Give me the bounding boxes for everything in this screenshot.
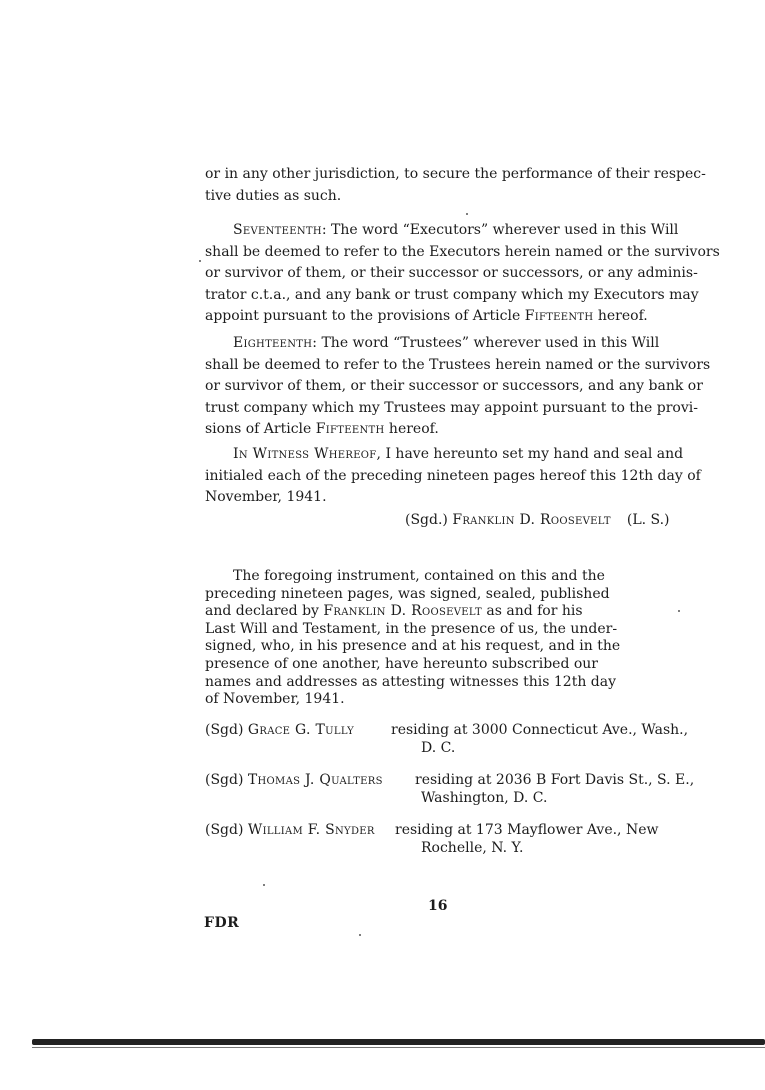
- paragraph-in-witness-whereof: [205, 444, 701, 509]
- text-line: tive duties as such.: [205, 187, 342, 204]
- paragraph-eighteenth: [205, 333, 711, 441]
- text-line: , I have hereunto set my hand and seal and: [376, 446, 684, 462]
- text-line: trator c.t.a., and any bank or trust company which my Executors may: [205, 286, 699, 303]
- article-heading: Seventeenth: [233, 222, 322, 238]
- witness-address: residing at 173 Mayflower Ave., New: [395, 822, 659, 838]
- witness-address: D. C.: [421, 739, 456, 756]
- testator-name: Franklin D. Roosevelt: [452, 512, 611, 528]
- text-line: The foregoing instrument, contained on this and the: [233, 568, 605, 584]
- witness-address: Washington, D. C.: [421, 789, 548, 806]
- text-line: sions of Article: [205, 421, 316, 437]
- text-line: November, 1941.: [205, 489, 327, 505]
- scan-edge-rule: [32, 1039, 765, 1045]
- text-line: as and for his: [481, 603, 583, 620]
- text-line: Last Will and Testament, in the presence of us, the under-: [205, 620, 618, 637]
- page-number: 16: [428, 898, 448, 914]
- text-line: trust company which my Trustees may appoint pursuant to the provi-: [205, 399, 698, 416]
- text-line: of November, 1941.: [205, 691, 345, 708]
- attestation-clause: [205, 568, 621, 709]
- testator-signature: (Sgd.) Franklin D. Roosevelt (L. S.): [405, 512, 670, 528]
- text-line: hereof.: [384, 421, 439, 437]
- witness-address: residing at 2036 B Fort Davis St., S. E.,: [415, 772, 695, 788]
- witness-address: residing at 3000 Connecticut Ave., Wash.,: [391, 722, 689, 738]
- text-line: names and addresses as attesting witnesses this 12th day: [205, 673, 617, 690]
- paragraph-continuation: [205, 164, 706, 207]
- scan-edge-rule: [32, 1047, 765, 1048]
- testator-name: Franklin D. Roosevelt: [323, 603, 482, 620]
- document-page: or in any other jurisdiction, to secure the performance of their respec- tive duties as such. Seventeenth: The word “Executors” wherever used in this Will shall be deemed to refer to the Executors herein named or the survivors or survivor of them, or their successor or successors, or any adminis- trator c.t.a., and any bank or trust company which my Executors may appoint pursuant to the provisions of Article Fifteenth hereof. Eighteenth: The word “Trustees” wherever used in this Will shall be deemed to refer to the Trustees herein named or the survivors or survivor of them, or their successor or successors, and any bank or trust company which my Trustees may appoint pursuant to the provi- sions of Article Fifteenth hereof. In Witness Whereof, I have hereunto set my hand and seal and initialed each of the preceding nineteen pages hereof this 12th day of November, 1941. (Sgd.) Franklin D. Roosevelt (L. S.) The foregoing instrument, contained on this and the preceding nineteen pages, was signed, sealed, published and declared by Franklin D. Roosevelt as and for his Last Will and Testament, in the presence of us, the under- signed, who, in his presence and at his request, and in the presence of one another, have hereunto subscribed our names and addresses as attesting witnesses this 12th day of November, 1941. (Sgd) Grace G. Tully residing at 3000 Connecticut Ave., Wash., D. C. (Sgd) Thomas J. Qualters residing at 2036 B Fort Davis St., S. E., Washington, D. C. (Sgd) William F. Snyder residing at 173 Mayflower Ave., New Rochelle, N. Y. 16 FDR: [0, 0, 765, 1090]
- text-line: : The word “Executors” wherever used in this Will: [321, 222, 679, 238]
- text-line: signed, who, in his presence and at his request, and in the: [205, 638, 621, 655]
- article-reference: Fifteenth: [524, 308, 594, 324]
- scan-speck: [199, 260, 201, 262]
- text-line: shall be deemed to refer to the Executors herein named or the survivors: [205, 243, 720, 260]
- article-reference: Fifteenth: [315, 421, 385, 437]
- text-line: appoint pursuant to the provisions of Article: [205, 308, 525, 324]
- text-line: and declared by: [205, 603, 324, 620]
- witness-name: Grace G. Tully: [247, 722, 355, 738]
- article-heading: Eighteenth: [233, 335, 313, 351]
- text-line: hereof.: [593, 308, 648, 324]
- text-line: or in any other jurisdiction, to secure the performance of their respec-: [205, 166, 706, 182]
- scan-speck: [466, 213, 468, 215]
- scan-speck: [263, 884, 265, 886]
- text-line: : The word “Trustees” wherever used in this Will: [312, 335, 660, 351]
- text-line: or survivor of them, or their successor or successors, and any bank or: [205, 378, 703, 394]
- scan-speck: [678, 610, 680, 612]
- seal-mark: (L. S.): [626, 512, 670, 528]
- witness-address: Rochelle, N. Y.: [421, 839, 524, 856]
- text-line: initialed each of the preceding nineteen pages hereof this 12th day of: [205, 467, 701, 484]
- witness-name: Thomas J. Qualters: [247, 772, 383, 788]
- text-line: shall be deemed to refer to the Trustees herein named or the survivors: [205, 356, 711, 373]
- text-line: presence of one another, have hereunto subscribed our: [205, 655, 598, 672]
- paragraph-seventeenth: [205, 220, 720, 328]
- scan-speck: [359, 934, 361, 936]
- text-line: preceding nineteen pages, was signed, sealed, published: [205, 585, 610, 602]
- text-line: or survivor of them, or their successor or successors, or any adminis-: [205, 265, 698, 281]
- footer-mark: FDR: [204, 915, 240, 931]
- clause-heading: In Witness Whereof: [233, 446, 377, 462]
- witness-name: William F. Snyder: [247, 822, 375, 838]
